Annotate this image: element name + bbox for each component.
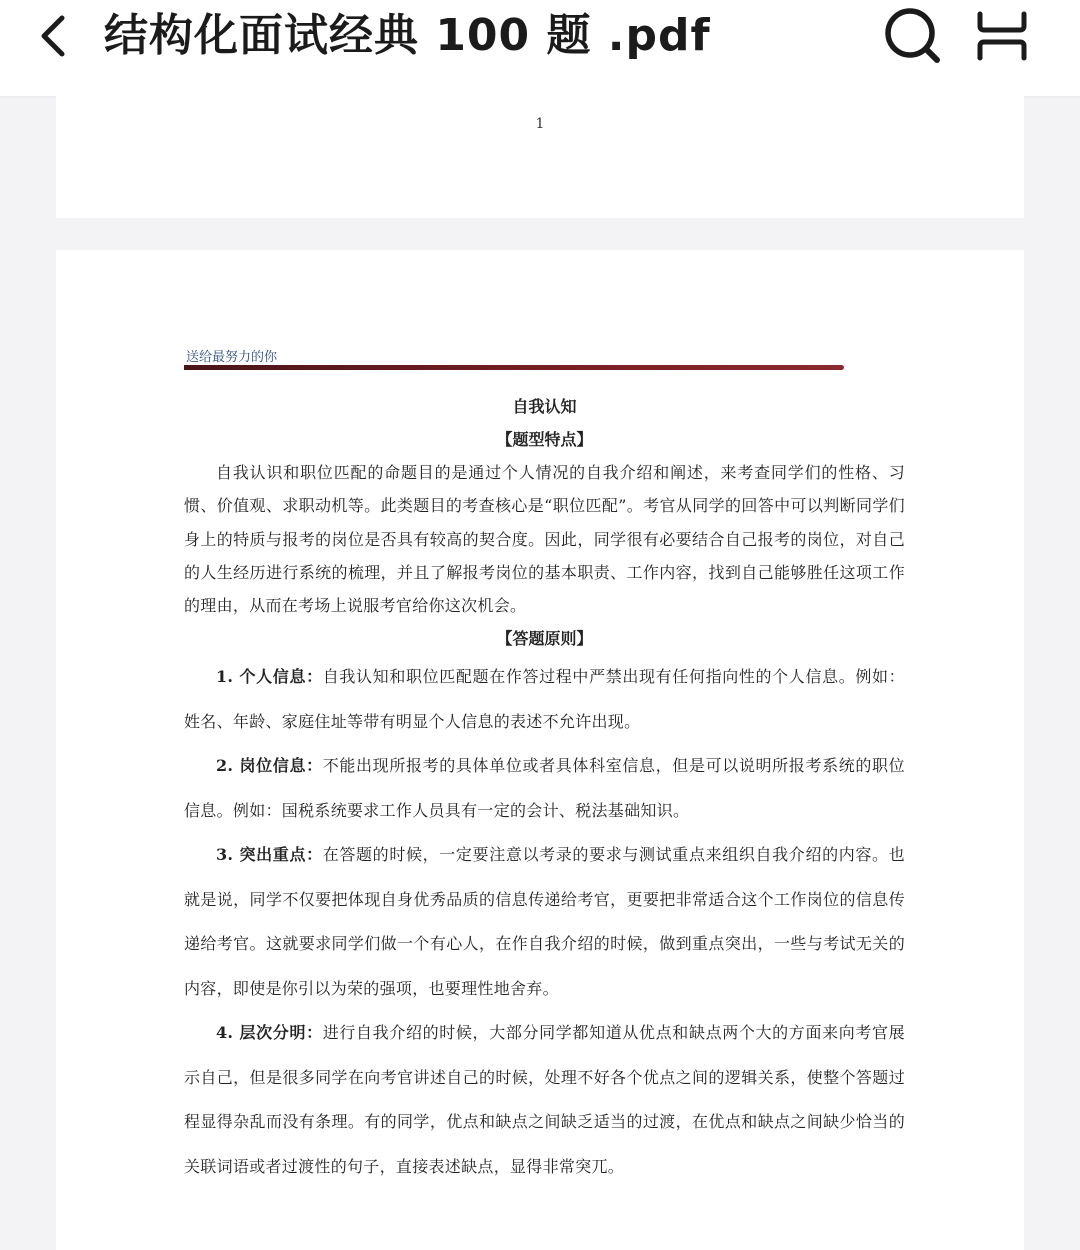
rule-text: 不能出现所报考的具体单位或者具体科室信息，但是可以说明所报考系统的职位信息。例如：国税系统要求工作人员具有一定的会计、税法基础知识。 <box>184 756 905 820</box>
rule-title: 1. 个人信息： <box>216 667 323 687</box>
rule-text: 自我认知和职位匹配题在作答过程中严禁出现有任何指向性的个人信息。例如：姓名、年龄、家庭住址等带有明显个人信息的表述不允许出现。 <box>184 667 905 731</box>
pdf-page-1 <box>56 96 1024 218</box>
pdf-page-2 <box>56 250 1024 1250</box>
header-divider <box>184 365 844 370</box>
search-icon <box>880 4 944 68</box>
rule-title: 4. 层次分明： <box>216 1023 323 1043</box>
rule-item <box>184 833 905 1011</box>
page-content <box>184 390 905 1189</box>
page-number: 1 <box>535 116 545 132</box>
subheading-features: 【题型特点】 <box>496 430 593 449</box>
expand-button[interactable] <box>970 4 1034 68</box>
rule-item <box>184 655 905 744</box>
features-paragraph: 自我认识和职位匹配的命题目的是通过个人情况的自我介绍和阐述，来考查同学们的性格、习惯、价值观、求职动机等。此类题目的考查核心是“职位匹配”。考官从同学的回答中可以判断同学们身上的特质与报考的岗位是否具有较高的契合度。因此，同学很有必要结合自己报考的岗位，对自己的人生经历进行系统的梳理，并且了解报考岗位的基本职责、工作内容，找到自己能够胜任这项工作的理由，从而在考场上说服考官给你这次机会。 <box>184 463 905 616</box>
rule-title: 3. 突出重点： <box>216 845 323 865</box>
back-button[interactable] <box>28 6 84 66</box>
rule-title: 2. 岗位信息： <box>216 756 323 776</box>
top-bar <box>0 0 1080 96</box>
section-title: 自我认知 <box>512 397 577 416</box>
chevron-left-icon <box>28 6 84 66</box>
search-button[interactable] <box>880 4 944 68</box>
rule-item <box>184 744 905 833</box>
expand-icon <box>970 4 1034 68</box>
rule-text: 在答题的时候，一定要注意以考录的要求与测试重点来组织自我介绍的内容。也就是说，同学不仅要把体现自身优秀品质的信息传递给考官，更要把非常适合这个工作岗位的信息传递给考官。这就要求同学们做一个有心人，在作自我介绍的时候，做到重点突出，一些与考试无关的内容，即使是你引以为荣的强项，也要理性地舍弃。 <box>184 845 905 998</box>
rule-item <box>184 1011 905 1189</box>
document-title: 结构化面试经典 100 题 .pdf <box>104 10 711 61</box>
subheading-principles: 【答题原则】 <box>496 629 593 649</box>
page-header-text: 送给最努力的你 <box>186 350 278 365</box>
rule-text: 进行自我介绍的时候，大部分同学都知道从优点和缺点两个大的方面来向考官展示自己，但是很多同学在向考官讲述自己的时候，处理不好各个优点之间的逻辑关系，使整个答题过程显得杂乱而没有条理。有的同学，优点和缺点之间缺乏适当的过渡，在优点和缺点之间缺少恰当的关联词语或者过渡性的句子，直接表述缺点，显得非常突兀。 <box>184 1023 905 1176</box>
